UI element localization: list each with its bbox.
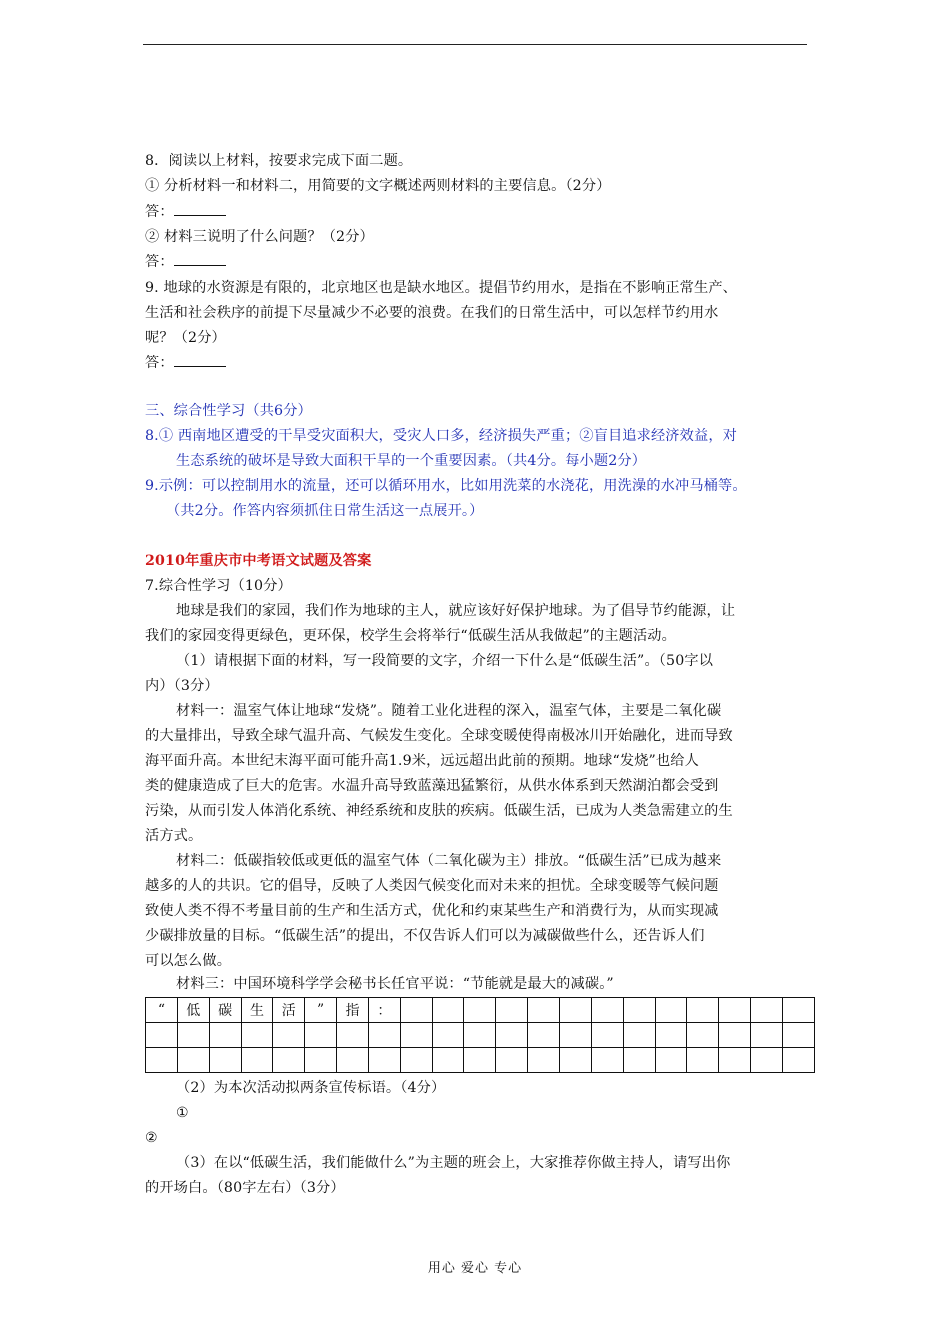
slogan-2[interactable]: ② [145, 1130, 158, 1146]
grid-cell[interactable] [559, 1023, 591, 1048]
grid-cell[interactable] [687, 1023, 719, 1048]
grid-cell[interactable] [782, 1023, 814, 1048]
grid-cell[interactable] [719, 1023, 751, 1048]
grid-cell[interactable] [687, 1048, 719, 1073]
answer-8-line-1: 8.① 西南地区遭受的干旱受灾面积大，受灾人口多，经济损失严重；②盲目追求经济效益，对 [145, 428, 737, 444]
grid-cell[interactable] [241, 1048, 273, 1073]
grid-cell[interactable] [400, 1023, 432, 1048]
grid-cell[interactable] [782, 1048, 814, 1073]
question-1-line-2: 内）（3分） [145, 678, 219, 694]
grid-cell[interactable] [496, 1048, 528, 1073]
q8-part2: ② 材料三说明了什么问题？（2分） [145, 229, 374, 245]
grid-cell[interactable] [559, 998, 591, 1023]
question-3-line-1: （3）在以“低碳生活，我们能做什么”为主题的班会上，大家推荐你做主持人，请写出你 [176, 1155, 731, 1171]
answer-blank [174, 203, 226, 216]
grid-cell[interactable] [591, 998, 623, 1023]
grid-cell[interactable] [177, 1023, 209, 1048]
grid-cell[interactable]: “ [146, 998, 178, 1023]
grid-cell[interactable] [655, 998, 687, 1023]
grid-row [146, 1048, 815, 1073]
grid-cell[interactable] [368, 1048, 400, 1073]
q9-line-3: 呢？（2分） [145, 330, 226, 346]
grid-cell[interactable] [719, 1048, 751, 1073]
writing-grid [145, 997, 815, 1073]
grid-cell[interactable]: ” [305, 998, 337, 1023]
answer-blank [174, 354, 226, 367]
grid-cell[interactable] [241, 1023, 273, 1048]
question-2: （2）为本次活动拟两条宣传标语。（4分） [176, 1080, 446, 1096]
grid-cell[interactable] [432, 1048, 464, 1073]
grid-cell[interactable] [432, 1023, 464, 1048]
grid-cell[interactable] [337, 1023, 369, 1048]
header-rule [143, 44, 807, 45]
grid-cell[interactable] [528, 1023, 560, 1048]
material-2-line-4: 少碳排放量的目标。“低碳生活”的提出，不仅告诉人们可以为减碳做些什么，还告诉人们 [145, 928, 705, 944]
intro-line-1: 地球是我们的家园，我们作为地球的主人，就应该好好保护地球。为了倡导节约能源，让 [176, 603, 736, 619]
grid-cell[interactable] [623, 1048, 655, 1073]
grid-cell[interactable] [559, 1048, 591, 1073]
section-heading: 7.综合性学习（10分） [145, 578, 292, 594]
grid-cell[interactable] [719, 998, 751, 1023]
material-1-line-3: 海平面升高。本世纪末海平面可能升高1.9米，远远超出此前的预期。地球“发烧”也给人 [145, 753, 699, 769]
grid-cell[interactable] [337, 1048, 369, 1073]
grid-cell[interactable] [751, 1048, 783, 1073]
answer-label: 答： [145, 254, 174, 270]
answers-heading: 三、综合性学习（共6分） [145, 403, 312, 419]
answer-9-line-2: （共2分。作答内容须抓住日常生活这一点展开。） [166, 503, 484, 519]
grid-cell[interactable] [432, 998, 464, 1023]
answer-line-2 [145, 253, 226, 271]
grid-cell[interactable]: ： [368, 998, 400, 1023]
answer-label: 答： [145, 355, 174, 371]
grid-cell[interactable]: 生 [241, 998, 273, 1023]
grid-cell[interactable] [400, 998, 432, 1023]
grid-cell[interactable]: 低 [177, 998, 209, 1023]
intro-line-2: 我们的家园变得更绿色，更环保，校学生会将举行“低碳生活从我做起”的主题活动。 [145, 628, 676, 644]
material-1-line-1: 材料一：温室气体让地球“发烧”。随着工业化进程的深入，温室气体，主要是二氧化碳 [176, 703, 722, 719]
grid-cell[interactable] [273, 1023, 305, 1048]
material-2-line-1: 材料二：低碳指较低或更低的温室气体（二氧化碳为主）排放。“低碳生活”已成为越来 [176, 853, 722, 869]
grid-cell[interactable] [623, 998, 655, 1023]
grid-cell[interactable] [464, 1048, 496, 1073]
grid-cell[interactable] [591, 1023, 623, 1048]
grid-cell[interactable] [655, 1023, 687, 1048]
grid-cell[interactable]: 指 [337, 998, 369, 1023]
material-1-line-2: 的大量排出，导致全球气温升高、气候发生变化。全球变暖使得南极冰川开始融化，进而导致 [145, 728, 733, 744]
grid-cell[interactable] [687, 998, 719, 1023]
grid-cell[interactable] [496, 998, 528, 1023]
grid-cell[interactable] [464, 1023, 496, 1048]
grid-cell[interactable] [591, 1048, 623, 1073]
material-3: 材料三：中国环境科学学会秘书长任官平说：“节能就是最大的减碳。” [176, 976, 614, 992]
grid-cell[interactable] [528, 1048, 560, 1073]
grid-cell[interactable] [623, 1023, 655, 1048]
grid-row [146, 1023, 815, 1048]
grid-cell[interactable] [146, 1048, 178, 1073]
grid-cell[interactable] [751, 998, 783, 1023]
material-2-line-3: 致使人类不得不考量目前的生产和生活方式，优化和约束某些生产和消费行为，从而实现减 [145, 903, 719, 919]
grid-cell[interactable]: 碳 [209, 998, 241, 1023]
grid-cell[interactable] [209, 1023, 241, 1048]
q8-part1: ① 分析材料一和材料二，用简要的文字概述两则材料的主要信息。（2分） [145, 178, 611, 194]
grid-cell[interactable] [655, 1048, 687, 1073]
grid-cell[interactable] [368, 1023, 400, 1048]
grid-cell[interactable] [496, 1023, 528, 1048]
answer-8-line-2: 生态系统的破坏是导致大面积干旱的一个重要因素。（共4分。每小题2分） [176, 453, 647, 469]
answer-9-line-1: 9.示例：可以控制用水的流量，还可以循环用水，比如用洗菜的水浇花，用洗澡的水冲马桶等。 [145, 478, 747, 494]
slogan-1[interactable]: ① [176, 1105, 189, 1121]
page-footer: 用心 爱心 专心 [427, 1261, 523, 1276]
question-1-line-1: （1）请根据下面的材料，写一段简要的文字，介绍一下什么是“低碳生活”。（50字以 [176, 653, 714, 669]
grid-cell[interactable] [305, 1023, 337, 1048]
material-1-line-5: 污染，从而引发人体消化系统、神经系统和皮肤的疾病。低碳生活，已成为人类急需建立的生 [145, 803, 733, 819]
answer-blank [174, 253, 226, 266]
material-1-line-6: 活方式。 [145, 828, 203, 844]
answer-label: 答： [145, 204, 174, 220]
grid-cell[interactable] [400, 1048, 432, 1073]
material-2-line-2: 越多的人的共识。它的倡导，反映了人类因气候变化而对未来的担忧。全球变暖等气候问题 [145, 878, 719, 894]
grid-row [146, 998, 815, 1023]
grid-cell[interactable] [464, 998, 496, 1023]
answer-line-3 [145, 354, 226, 372]
grid-cell[interactable] [177, 1048, 209, 1073]
grid-cell[interactable] [209, 1048, 241, 1073]
q9-line-1: 9. 地球的水资源是有限的，北京地区也是缺水地区。提倡节约用水，是指在不影响正常生产、 [145, 280, 737, 296]
grid-cell[interactable] [528, 998, 560, 1023]
answer-line-1 [145, 203, 226, 221]
q8-intro: 8．阅读以上材料，按要求完成下面二题。 [145, 153, 413, 169]
grid-cell[interactable] [305, 1048, 337, 1073]
grid-cell[interactable]: 活 [273, 998, 305, 1023]
grid-cell[interactable] [782, 998, 814, 1023]
material-1-line-4: 类的健康造成了巨大的危害。水温升高导致蓝藻迅猛繁衍，从供水体系到天然湖泊都会受到 [145, 778, 719, 794]
exam-title: 2010年重庆市中考语文试题及答案 [145, 553, 372, 569]
grid-cell[interactable] [273, 1048, 305, 1073]
question-3-line-2: 的开场白。（80字左右）（3分） [145, 1180, 345, 1196]
q9-line-2: 生活和社会秩序的前提下尽量减少不必要的浪费。在我们的日常生活中，可以怎样节约用水 [145, 305, 719, 321]
grid-cell[interactable] [751, 1023, 783, 1048]
material-2-line-5: 可以怎么做。 [145, 953, 232, 969]
grid-cell[interactable] [146, 1023, 178, 1048]
